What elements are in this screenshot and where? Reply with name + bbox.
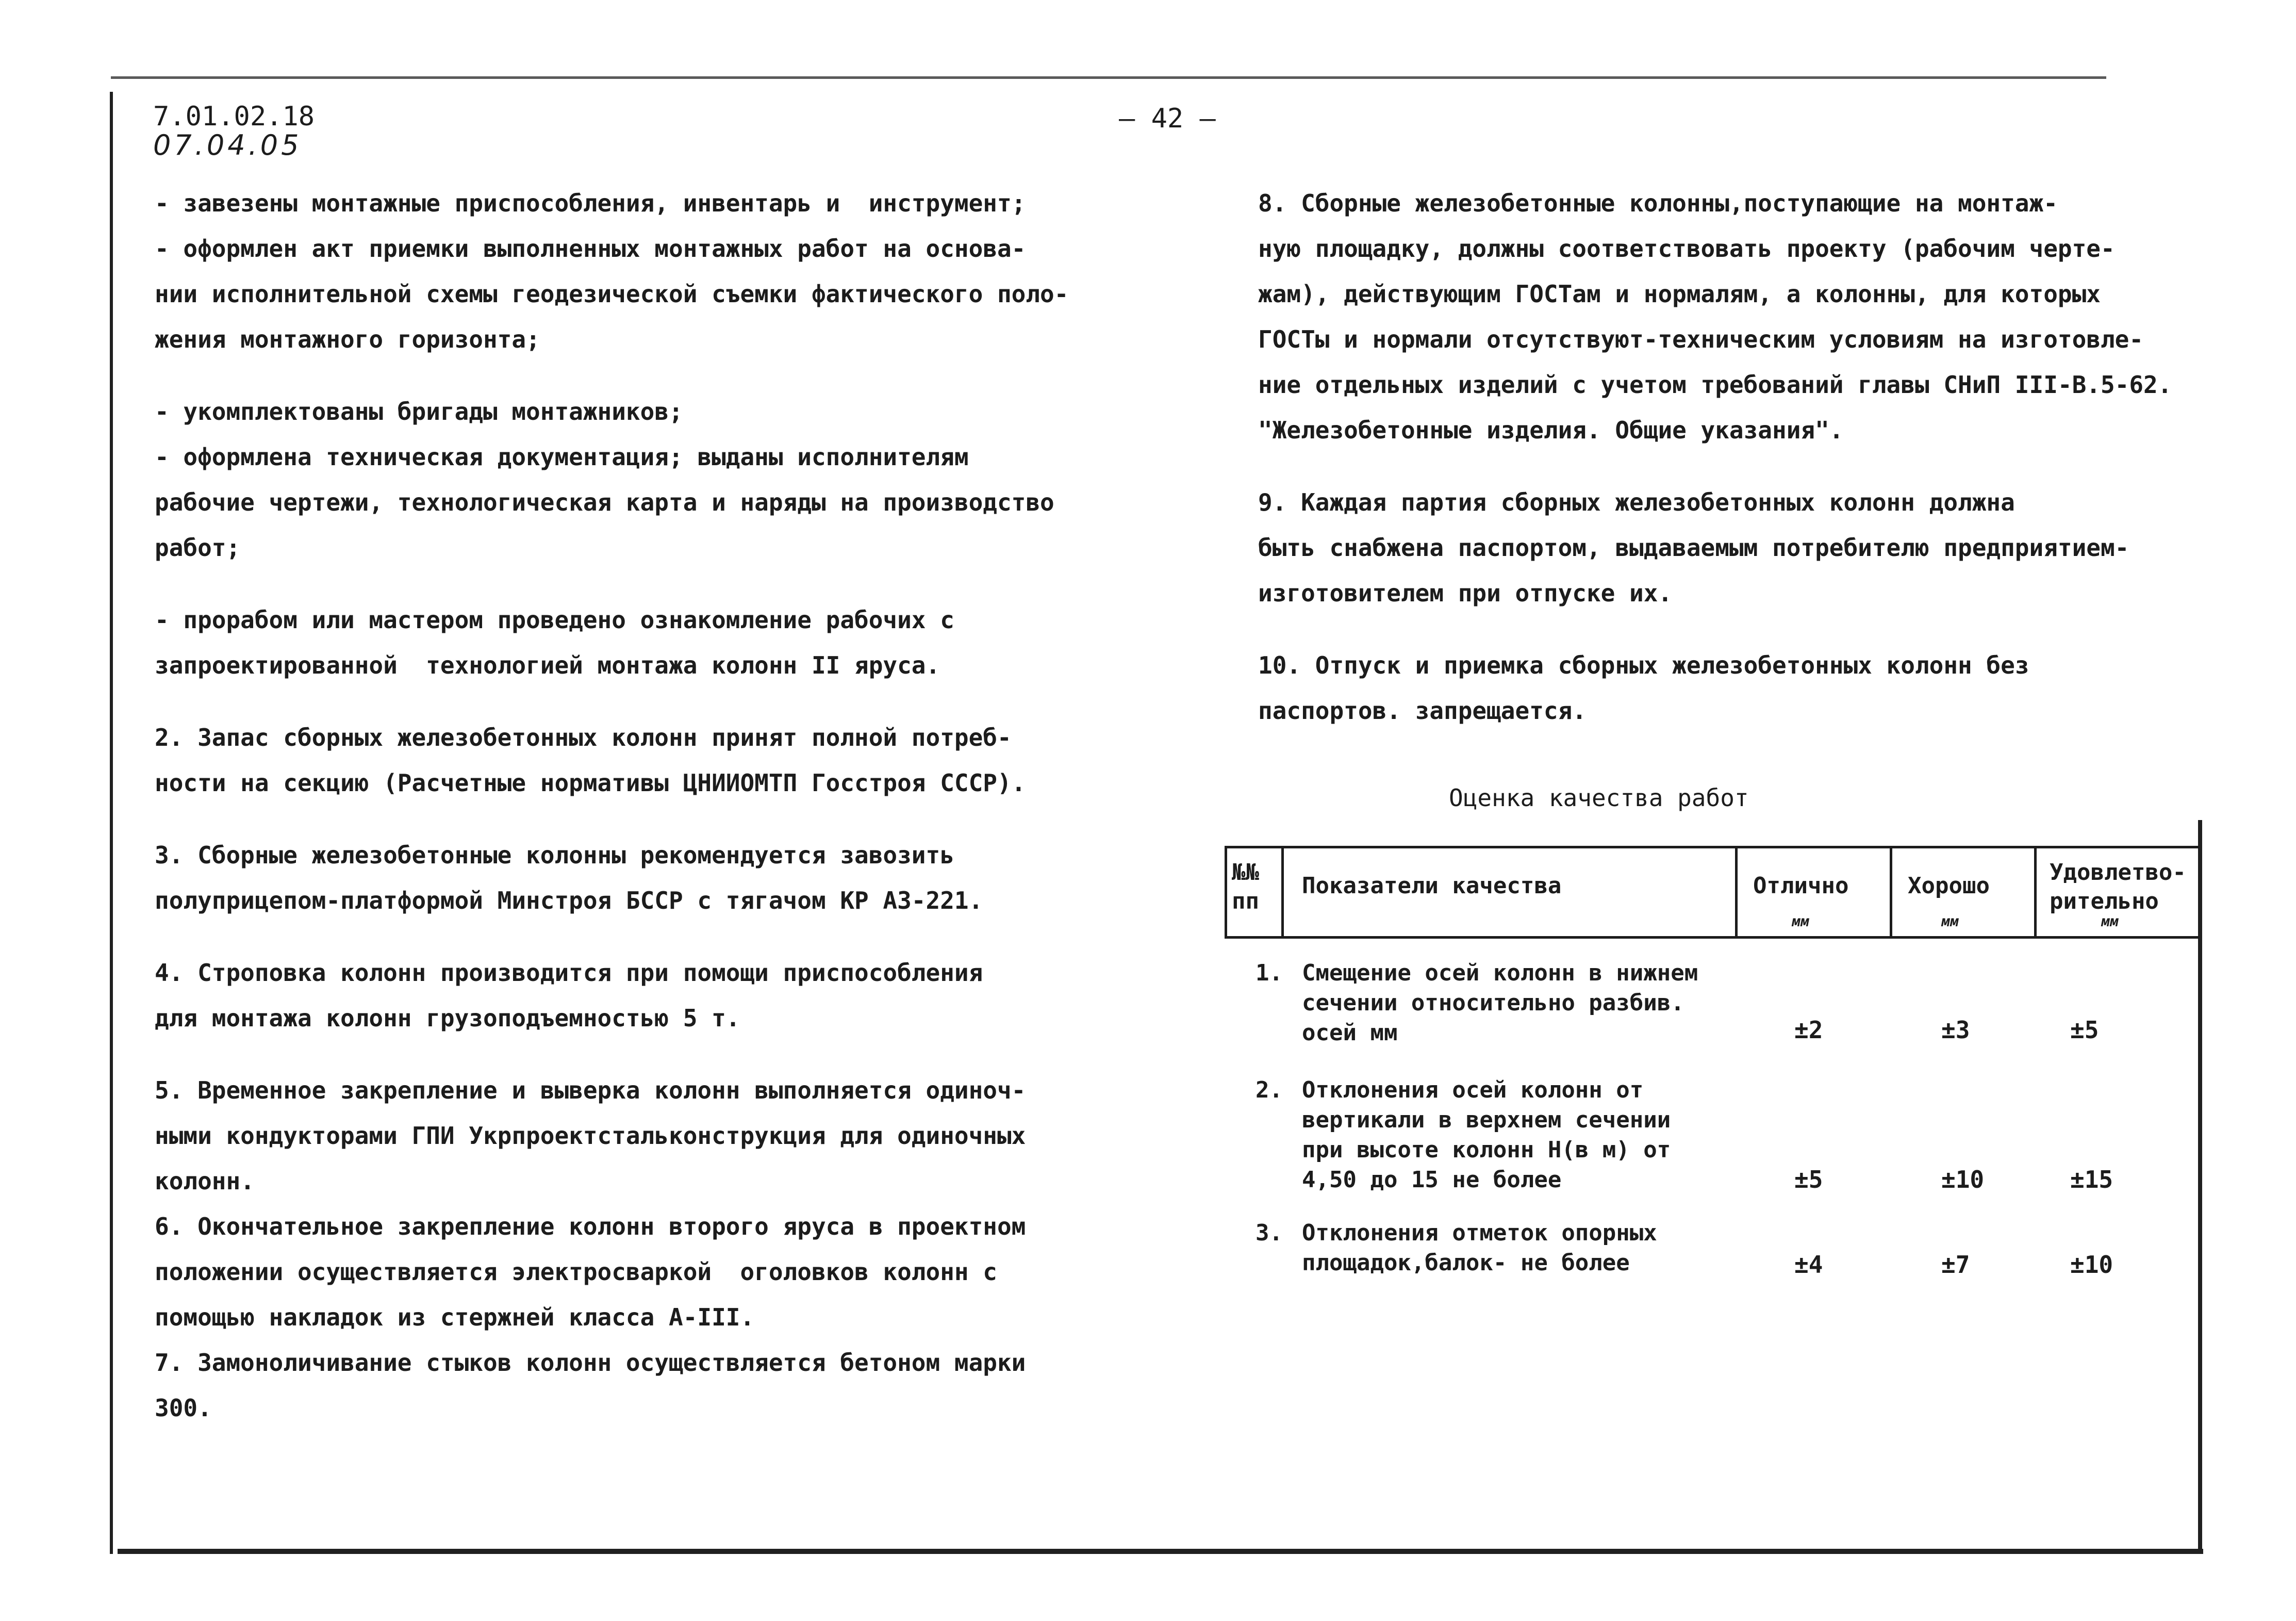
text-line: жам), действующим ГОСТам и нормалям, а колонны, для которых — [1258, 280, 2101, 308]
text-line: помощью накладок из стержней класса А-III. — [155, 1303, 755, 1331]
row-number: 2. — [1256, 1077, 1283, 1103]
text-line: изготовителем при отпуске их. — [1258, 579, 1673, 607]
text-line: запроектированной технологией монтажа колонн II яруса. — [155, 651, 940, 679]
value-good: ±3 — [1941, 1016, 1970, 1044]
text-line: нии исполнительной схемы геодезической съемки фактического поло- — [155, 280, 1069, 308]
text-line: 10. Отпуск и приемка сборных железобетонных колонн без — [1258, 651, 2029, 679]
header-indicator: Показатели качества — [1302, 873, 1562, 899]
text-line: - завезены монтажные приспособления, инвентарь и инструмент; — [155, 189, 1026, 217]
text-line: 6. Окончательное закрепление колонн второго яруса в проектном — [155, 1213, 1026, 1240]
row-indicator: Отклонения осей колонн от вертикали в верхнем сечении при высоте колонн Н(в м) от 4,50 до 15 не более — [1302, 1077, 1671, 1193]
value-satisfactory: ±10 — [2070, 1251, 2113, 1279]
quality-table — [1225, 846, 2199, 1289]
row-indicator: Смещение осей колонн в нижнем сечении относительно разбив. осей мм — [1302, 960, 1698, 1046]
table-top-rule — [1225, 846, 2199, 848]
text-line: ными кондукторами ГПИ Укрпроектстальконструкция для одиночных — [155, 1122, 1026, 1150]
header-unit: мм — [1792, 913, 1809, 930]
text-line: рабочие чертежи, технологическая карта и наряды на производство — [155, 488, 1054, 516]
value-excellent: ±5 — [1794, 1166, 1823, 1193]
text-line: 2. Запас сборных железобетонных колонн принят полной потреб- — [155, 724, 1012, 751]
value-excellent: ±4 — [1794, 1251, 1823, 1279]
left-border — [110, 92, 113, 1554]
text-line: положении осуществляется электросваркой оголовков колонн с — [155, 1258, 997, 1286]
header-satisfactory: Удовлетво- рительно — [2050, 859, 2186, 914]
table-col-divider — [1225, 846, 1227, 936]
table-col-divider — [1735, 846, 1738, 936]
text-line: 300. — [155, 1394, 212, 1422]
text-line: для монтажа колонн грузоподъемностью 5 т. — [155, 1004, 740, 1032]
top-border — [111, 76, 2106, 79]
text-line: ную площадку, должны соответствовать проекту (рабочим черте- — [1258, 235, 2115, 263]
value-satisfactory: ±15 — [2070, 1166, 2113, 1193]
document-code-handwritten: 07.04.05 — [153, 129, 302, 161]
header-num: №№ пп — [1232, 859, 1259, 914]
text-line: ние отдельных изделий с учетом требований главы СНиП III-В.5-62. — [1258, 371, 2172, 399]
table-col-divider — [1281, 846, 1284, 936]
text-line: колонн. — [155, 1167, 255, 1195]
value-good: ±7 — [1941, 1251, 1970, 1279]
value-satisfactory: ±5 — [2070, 1016, 2099, 1044]
left-column — [155, 181, 1098, 1431]
document-code: 7.01.02.18 — [153, 101, 315, 132]
row-indicator: Отклонения отметок опорных площадок,балок- не более — [1302, 1220, 1657, 1276]
text-line: 3. Сборные железобетонные колонны рекомендуется завозить — [155, 841, 954, 869]
text-line: паспортов. запрещается. — [1258, 697, 1587, 725]
text-line: "Железобетонные изделия. Общие указания". — [1258, 416, 1844, 444]
text-line: жения монтажного горизонта; — [155, 325, 540, 353]
bottom-border — [118, 1549, 2203, 1554]
text-line: ГОСТы и нормали отсутствуют-техническим условиям на изготовле- — [1258, 325, 2144, 353]
text-line: 7. Замоноличивание стыков колонн осуществляется бетоном марки — [155, 1349, 1026, 1377]
text-line: быть снабжена паспортом, выдаваемым потребителю предприятием- — [1258, 534, 2129, 562]
text-line: - прорабом или мастером проведено ознакомление рабочих с — [155, 606, 954, 634]
page-number: — 42 — — [1119, 103, 1216, 134]
table-col-divider — [2034, 846, 2037, 936]
row-number: 3. — [1256, 1220, 1283, 1246]
text-line: 9. Каждая партия сборных железобетонных колонн должна — [1258, 488, 2015, 516]
text-line: - оформлен акт приемки выполненных монтажных работ на основа- — [155, 235, 1026, 263]
table-col-divider — [1890, 846, 1892, 936]
row-number: 1. — [1256, 960, 1283, 986]
text-line: 8. Сборные железобетонные колонны,поступающие на монтаж- — [1258, 189, 2058, 217]
header-good: Хорошо — [1908, 873, 1990, 899]
text-line: - укомплектованы бригады монтажников; — [155, 398, 683, 425]
header-unit: мм — [2101, 913, 2119, 930]
text-line: - оформлена техническая документация; выданы исполнителям — [155, 443, 969, 471]
text-line: 5. Временное закрепление и выверка колонн выполняется одиноч- — [155, 1076, 1026, 1104]
text-line: ности на секцию (Расчетные нормативы ЦНИИОМТП Госстроя СССР). — [155, 769, 1026, 797]
table-header-rule — [1225, 936, 2199, 939]
header-excellent: Отлично — [1753, 873, 1849, 899]
text-line: 4. Строповка колонн производится при помощи приспособления — [155, 959, 983, 987]
value-excellent: ±2 — [1794, 1016, 1823, 1044]
header-unit: мм — [1941, 913, 1959, 930]
text-line: работ; — [155, 534, 241, 562]
text-line: полуприцепом-платформой Минстроя БССР с тягачом КР АЗ-221. — [155, 887, 983, 914]
table-title: Оценка качества работ — [1449, 784, 1749, 812]
right-column — [1258, 181, 2202, 733]
value-good: ±10 — [1941, 1166, 1985, 1193]
